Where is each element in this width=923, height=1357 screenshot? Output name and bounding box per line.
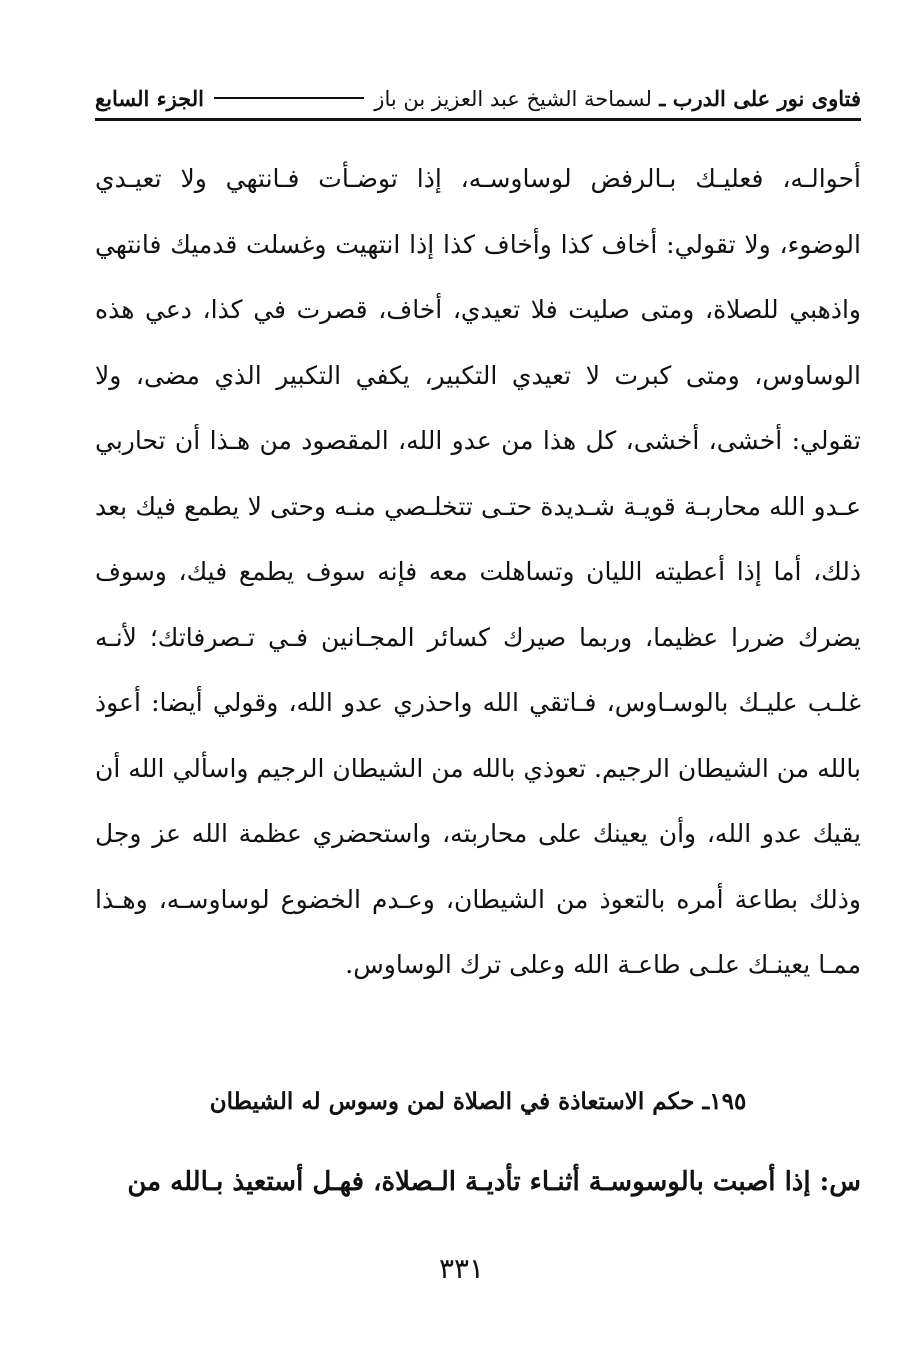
body-text (95, 146, 861, 998)
page-number: ٣٣١ (438, 1252, 485, 1285)
author-text: لسماحة الشيخ عبد العزيز بن باز (374, 86, 652, 111)
header-rule (214, 97, 364, 99)
book-title: فتاوى نور على الدرب ـ لسماحة الشيخ عبد العزيز بن باز (374, 85, 861, 111)
section-heading: ١٩٥ـ حكم الاستعاذة في الصلاة لمن وسوس له الشيطان (209, 1088, 747, 1115)
body-paragraph: أحوالـه، فعليـك بـالرفض لوساوسـه، إذا توضـأت فـانتهي ولا تعيـدي الوضوء، ولا تقولي: أخاف كذا وأخاف كذا إذا انتهيت وغسلت قدميك فانتهي واذهبي للصلاة، ومتى صليت فلا تعيدي، أخاف، قصرت في كذا، دعي هذه الوساوس، ومتى كبرت لا تعيدي التكبير، يكفي التكبير الذي مضى، ولا تقولي: أخشى، أخشى، كل هذا من عدو الله، المقصود من هـذا أن تحاربي عـدو الله محاربـة قويـة شـديدة حتـى تتخلـصي منـه وحتى لا يطمع فيك بعد ذلك، أما إذا أعطيته الليان وتساهلت معه فإنه سوف يطمع فيك، وسوف يضرك ضررا عظيما، وربما صيرك كسائر المجـانين فـي تـصرفاتك؛ لأنـه غلـب عليـك بالوسـاوس، فـاتقي الله واحذري عدو الله، وقولي أيضا: أعوذ بالله من الشيطان الرجيم. تعوذي بالله من الشيطان الرجيم واسألي الله أن يقيك عدو الله، وأن يعينك على محاربته، واستحضري عظمة الله عز وجل وذلك بطاعة أمره بالتعوذ من الشيطان، وعـدم الخضوع لوساوسـه، وهـذا ممـا يعينـك علـى طاعـة الله وعلى ترك الوساوس. (95, 164, 861, 979)
running-header (95, 78, 861, 121)
question-text: س: إذا أصبت بالوسوسـة أثنـاء تأديـة الـصلاة، فهـل أستعيذ بـالله من (127, 1167, 861, 1197)
book-title-text: فتاوى نور على الدرب (672, 85, 861, 111)
volume-label: الجزء السابع (95, 85, 204, 111)
